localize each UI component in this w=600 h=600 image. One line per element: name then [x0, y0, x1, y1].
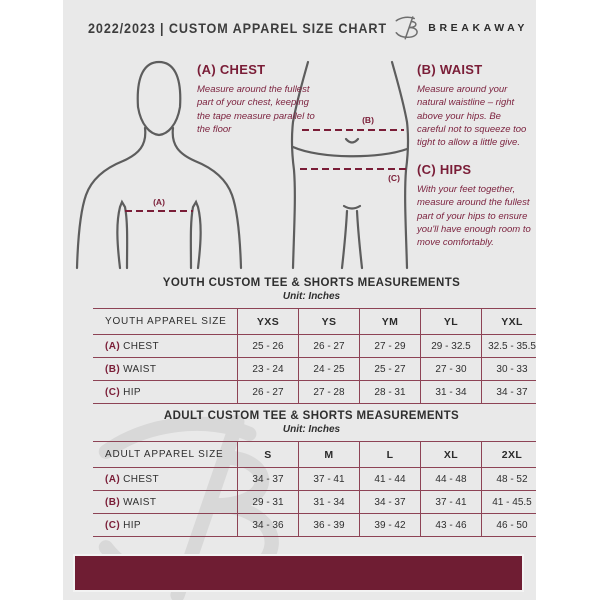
- row-label: [93, 335, 238, 358]
- adult-table-unit: Unit: Inches: [282, 424, 341, 435]
- brand-name: BREAKAWAY: [428, 21, 528, 34]
- chest-marker-label: (A): [153, 197, 165, 207]
- chest-guide-description: Measure around the fullest part of your chest, keeping the tape measure parallel to the floor: [197, 84, 315, 135]
- row-name: WAIST: [123, 496, 157, 508]
- row-label: [93, 381, 238, 404]
- table-row: [93, 468, 536, 491]
- size-cell: 41 - 45.5: [482, 491, 537, 514]
- adult-header-row: [93, 442, 536, 468]
- size-cell: 28 - 31: [360, 381, 421, 404]
- size-cell: 34 - 37: [238, 468, 299, 491]
- size-cell: 27 - 29: [360, 335, 421, 358]
- row-prefix: (C): [105, 519, 121, 531]
- size-cell: 39 - 42: [360, 514, 421, 537]
- size-cell: 43 - 46: [421, 514, 482, 537]
- size-cell: 32.5 - 35.5: [482, 335, 537, 358]
- hips-guide-title: (C) HIPS: [417, 162, 472, 177]
- row-name: CHEST: [123, 473, 159, 485]
- size-header: XL: [421, 442, 482, 468]
- waist-marker-label: (B): [362, 115, 374, 125]
- size-cell: 26 - 27: [299, 335, 360, 358]
- row-prefix: (A): [105, 340, 121, 352]
- size-cell: 44 - 48: [421, 468, 482, 491]
- row-name: CHEST: [123, 340, 159, 352]
- size-cell: 46 - 50: [482, 514, 537, 537]
- size-cell: 27 - 28: [299, 381, 360, 404]
- size-cell: 26 - 27: [238, 381, 299, 404]
- size-cell: 23 - 24: [238, 358, 299, 381]
- youth-table-title: YOUTH CUSTOM TEE & SHORTS MEASUREMENTS: [162, 277, 461, 289]
- size-cell: 41 - 44: [360, 468, 421, 491]
- row-label: [93, 468, 238, 491]
- table-row: [93, 491, 536, 514]
- size-cell: 48 - 52: [482, 468, 537, 491]
- size-header: YS: [299, 309, 360, 335]
- size-cell: 25 - 27: [360, 358, 421, 381]
- table-row: [93, 514, 536, 537]
- size-cell: 31 - 34: [421, 381, 482, 404]
- row-prefix: (C): [105, 386, 121, 398]
- size-header: M: [299, 442, 360, 468]
- hips-marker-label: (C): [388, 173, 400, 183]
- size-cell: 29 - 32.5: [421, 335, 482, 358]
- row-label: [93, 514, 238, 537]
- size-cell: 37 - 41: [421, 491, 482, 514]
- size-cell: 29 - 31: [238, 491, 299, 514]
- table-row: [93, 381, 536, 404]
- size-header: YXS: [238, 309, 299, 335]
- adult-size-column-header: ADULT APPAREL SIZE: [93, 442, 238, 468]
- youth-size-table: [93, 308, 536, 404]
- table-row: [93, 358, 536, 381]
- size-cell: 36 - 39: [299, 514, 360, 537]
- chest-guide-title: (A) CHEST: [197, 62, 266, 77]
- adult-size-table: [93, 441, 536, 537]
- size-chart-document: [63, 0, 536, 600]
- footer-bar: [73, 554, 524, 592]
- hips-guide-description: With your feet together, measure around the fullest part of your hips to ensure you'll have enough room to move comfortably.: [417, 184, 531, 249]
- size-header: S: [238, 442, 299, 468]
- row-label: [93, 491, 238, 514]
- row-label: [93, 358, 238, 381]
- row-name: WAIST: [123, 363, 157, 375]
- size-header: YM: [360, 309, 421, 335]
- size-cell: 34 - 37: [360, 491, 421, 514]
- table-row: [93, 335, 536, 358]
- brand-block: [394, 13, 528, 42]
- waist-guide-description: Measure around your natural waistline – right above your hips. Be careful not to squeeze too tight to allow a little give.: [417, 84, 527, 149]
- size-cell: 34 - 36: [238, 514, 299, 537]
- waist-guide: [417, 62, 529, 149]
- hips-guide: [417, 162, 535, 249]
- waist-guide-title: (B) WAIST: [417, 62, 483, 77]
- breakaway-logo-icon: [394, 13, 421, 42]
- youth-size-column-header: YOUTH APPAREL SIZE: [93, 309, 238, 335]
- size-cell: 25 - 26: [238, 335, 299, 358]
- row-name: HIP: [123, 519, 141, 531]
- size-cell: 37 - 41: [299, 468, 360, 491]
- adult-table-title: ADULT CUSTOM TEE & SHORTS MEASUREMENTS: [163, 410, 460, 422]
- row-prefix: (B): [105, 496, 121, 508]
- size-cell: 31 - 34: [299, 491, 360, 514]
- chest-guide: [197, 62, 317, 136]
- row-prefix: (A): [105, 473, 121, 485]
- size-header: 2XL: [482, 442, 537, 468]
- youth-table-unit: Unit: Inches: [282, 291, 341, 302]
- size-cell: 30 - 33: [482, 358, 537, 381]
- size-cell: 34 - 37: [482, 381, 537, 404]
- row-name: HIP: [123, 386, 141, 398]
- size-cell: 24 - 25: [299, 358, 360, 381]
- size-header: YXL: [482, 309, 537, 335]
- size-header: L: [360, 442, 421, 468]
- size-header: YL: [421, 309, 482, 335]
- page-title: 2022/2023 | CUSTOM APPAREL SIZE CHART: [88, 20, 387, 36]
- youth-header-row: [93, 309, 536, 335]
- size-cell: 27 - 30: [421, 358, 482, 381]
- row-prefix: (B): [105, 363, 121, 375]
